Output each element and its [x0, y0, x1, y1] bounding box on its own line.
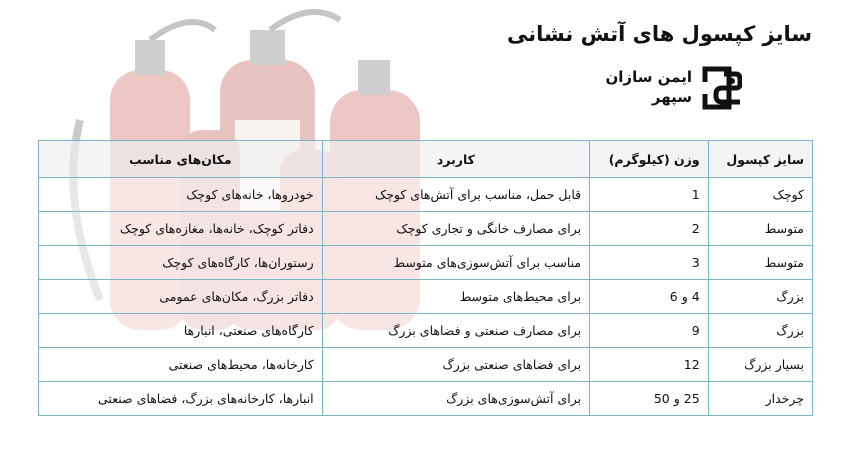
cell-use: برای فضاهای صنعتی بزرگ: [322, 348, 589, 382]
cell-place: خودروها، خانه‌های کوچک: [39, 178, 323, 212]
table-row: [39, 178, 813, 212]
cell-size: متوسط: [708, 212, 812, 246]
cell-use: برای آتش‌سوزی‌های بزرگ: [322, 382, 589, 416]
header-weight: وزن (کیلوگرم): [590, 141, 709, 178]
extinguisher-size-table: [38, 140, 813, 416]
table-row: [39, 280, 813, 314]
cell-weight: 1: [590, 178, 709, 212]
cell-use: مناسب برای آتش‌سوزی‌های متوسط: [322, 246, 589, 280]
logo-text-line1: ایمن سازان: [605, 68, 692, 86]
cell-size: کوچک: [708, 178, 812, 212]
logo-mark-icon: [702, 66, 742, 110]
cell-place: دفاتر کوچک، خانه‌ها، مغازه‌های کوچک: [39, 212, 323, 246]
page-title: سایز کپسول های آتش نشانی: [506, 22, 812, 46]
table-row: [39, 348, 813, 382]
cell-size: چرخدار: [708, 382, 812, 416]
cell-place: دفاتر بزرگ، مکان‌های عمومی: [39, 280, 323, 314]
cell-use: قابل حمل، مناسب برای آتش‌های کوچک: [322, 178, 589, 212]
cell-use: برای مصارف خانگی و تجاری کوچک: [322, 212, 589, 246]
company-logo: [602, 66, 742, 112]
table-header-row: [39, 141, 813, 178]
header-size: سایز کپسول: [708, 141, 812, 178]
table-row: [39, 246, 813, 280]
cell-use: برای مصارف صنعتی و فضاهای بزرگ: [322, 314, 589, 348]
cell-size: بزرگ: [708, 314, 812, 348]
cell-use: برای محیط‌های متوسط: [322, 280, 589, 314]
cell-size: متوسط: [708, 246, 812, 280]
cell-weight: 12: [590, 348, 709, 382]
cell-weight: 4 و 6: [590, 280, 709, 314]
header-use: کاربرد: [322, 141, 589, 178]
table-row: [39, 212, 813, 246]
cell-weight: 3: [590, 246, 709, 280]
cell-size: بسیار بزرگ: [708, 348, 812, 382]
logo-text-line2: سپهر: [651, 88, 692, 106]
cell-weight: 2: [590, 212, 709, 246]
cell-weight: 25 و 50: [590, 382, 709, 416]
cell-size: بزرگ: [708, 280, 812, 314]
cell-place: انبارها، کارخانه‌های بزرگ، فضاهای صنعتی: [39, 382, 323, 416]
cell-place: کارخانه‌ها، محیط‌های صنعتی: [39, 348, 323, 382]
table-row: [39, 314, 813, 348]
cell-place: کارگاه‌های صنعتی، انبارها: [39, 314, 323, 348]
header-place: مکان‌های مناسب: [39, 141, 323, 178]
table-row: [39, 382, 813, 416]
cell-place: رستوران‌ها، کارگاه‌های کوچک: [39, 246, 323, 280]
cell-weight: 9: [590, 314, 709, 348]
